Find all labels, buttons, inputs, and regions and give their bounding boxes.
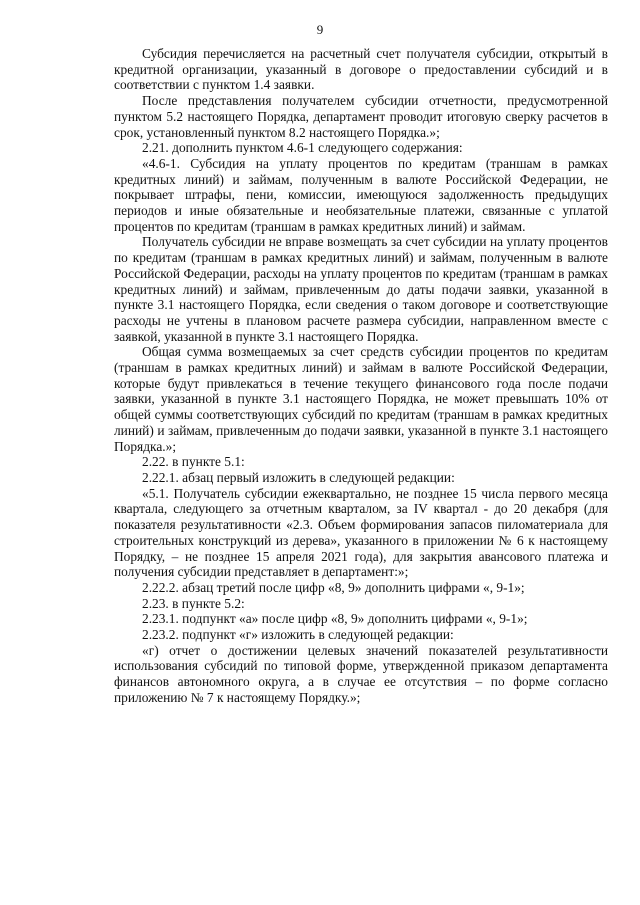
- paragraph: 2.23. в пункте 5.2:: [142, 595, 245, 611]
- paragraph: 2.22. в пункте 5.1:: [142, 454, 245, 470]
- document-body: [114, 46, 608, 706]
- paragraph: 2.23.2. подпункт «г» изложить в следующей редакции:: [142, 627, 454, 643]
- page-number: 9: [316, 22, 324, 37]
- paragraph: «г) отчет о достижении целевых значений показателей результативности использования субсидий по типовой форме, утвержденной приказом департамента финансов автономного округа, а в случае ее отсутствия – по форме согласно приложению № 7 к настоящему Порядку.»;: [114, 642, 608, 705]
- paragraph: 2.21. дополнить пунктом 4.6-1 следующего содержания:: [142, 140, 463, 156]
- paragraph: После представления получателем субсидии отчетности, предусмотренной пунктом 5.2 настоящего Порядка, департамент проводит итоговую сверку расчетов в срок, установленный пунктом 8.2 настоящего Порядка.»;: [114, 93, 608, 140]
- paragraph: Общая сумма возмещаемых за счет средств субсидии процентов по кредитам (траншам в рамках кредитных линий) и займам в валюте Российской Федерации, которые будут привлекаться в течение текущего финансового года после подачи заявки, указанной в пункте 3.1 настоящего Порядка, не может превышать 10% от общей суммы соответствующих субсидий по кредитам (траншам в рамках кредитных линий) и займам, привлеченным до подачи заявки, указанной в пункте 3.1 настоящего Порядка.»;: [114, 344, 608, 454]
- paragraph: «5.1. Получатель субсидии ежеквартально, не позднее 15 числа первого месяца квартала, следующего за отчетным кварталом, за IV квартал - до 20 декабря (для показателя результативности «2.3. Объем формирования запасов пиломатериала для строительных конструкций из дерева», указанного в приложении № 6 к настоящему Порядку, – не позднее 15 апреля 2021 года), для закрытия авансового платежа и получения субсидии представляет в департамент:»;: [114, 485, 608, 580]
- paragraph: «4.6-1. Субсидия на уплату процентов по кредитам (траншам в рамках кредитных линий) и займам, полученным в валюте Российской Федерации, не покрывает штрафы, пени, комиссии, имеющуюся задолженность предыдущих периодов и иные обязательные и необязательные платежи, связанные с уплатой процентов по кредитам (траншам в рамках кредитных линий) и займам.: [114, 155, 608, 234]
- paragraph: Получатель субсидии не вправе возмещать за счет субсидии на уплату процентов по кредитам (траншам в рамках кредитных линий) и займам, полученным в валюте Российской Федерации, расходы на уплату процентов по кредитам (траншам в рамках кредитных линий) и займам, привлеченным до даты подачи заявки, указанной в пункте 3.1 настоящего Порядка, если сведения о таком договоре и соответствующие расходы не учтены в плановом расчете размера субсидии, направленном вместе с заявкой, указанной в пункте 3.1 настоящего Порядка.: [114, 234, 608, 344]
- paragraph: Субсидия перечисляется на расчетный счет получателя субсидии, открытый в кредитной организации, указанный в договоре о предоставлении субсидий и в соответствии с пунктом 1.4 заявки.: [114, 46, 608, 93]
- paragraph: 2.23.1. подпункт «а» после цифр «8, 9» дополнить цифрами «, 9-1»;: [142, 611, 528, 627]
- paragraph: 2.22.1. абзац первый изложить в следующей редакции:: [142, 469, 455, 485]
- paragraph: 2.22.2. абзац третий после цифр «8, 9» дополнить цифрами «, 9-1»;: [142, 579, 525, 595]
